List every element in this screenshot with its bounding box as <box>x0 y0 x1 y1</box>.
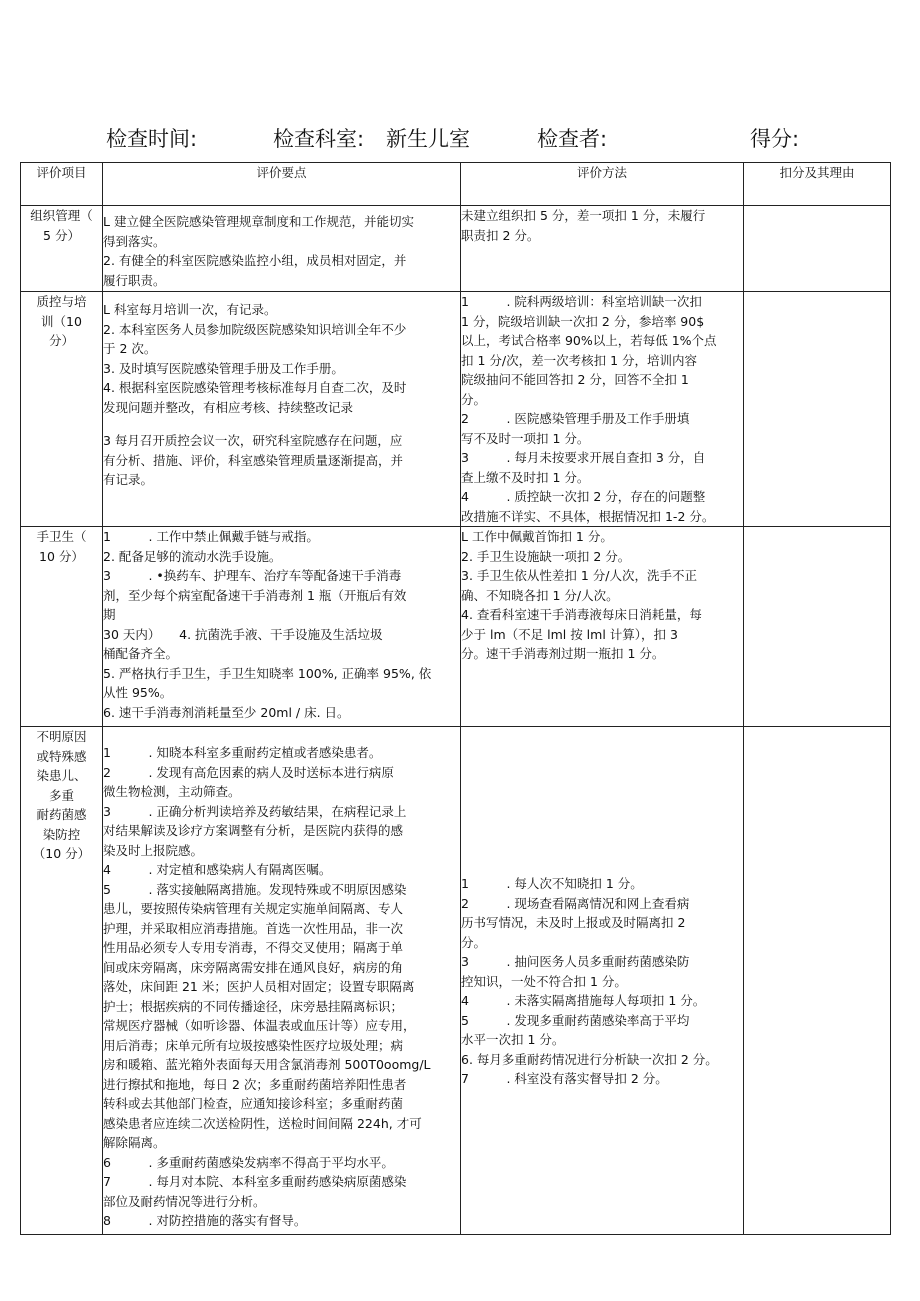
row-item-hand-hygiene: 手卫生（ 10 分） <box>21 527 103 727</box>
row-points: 1 . 工作中禁止佩戴手链与戒指。 2. 配备足够的流动水洗手设施。 3 . •换药车、护理车、治疗车等配备速干手消毒 剂，至少每个病室配备速干手消毒剂 1 瓶（开瓶后有效 期 30 天内） 4. 抗菌洗手液、干手设施及生活垃圾 桶配备齐全。 5. 严格执行手卫生，手卫生知晓率 100%, 正确率 95%, 依 从性 95%。 6. 速干手消毒剂消耗量至少 20ml / 床. 日。 <box>103 527 461 727</box>
table-row <box>21 727 891 1235</box>
col-header-deduction: 扣分及其理由 <box>744 163 891 206</box>
row-points: L 建立健全医院感染管理规章制度和工作规范，并能切实 得到落实。 2. 有健全的科室医院感染监控小组，成员相对固定，并 履行职责。 <box>103 206 461 292</box>
row-points: 1 . 知晓本科室多重耐药定植或者感染患者。 2 . 发现有高危因素的病人及时送标本进行病原 微生物检测，主动筛查。 3 . 正确分析判读培养及药敏结果，在病程记录上 对结果解读及诊疗方案调整有分析，是医院内获得的感 染及时上报院感。 4 . 对定植和感染病人有隔离医嘱。 5 . 落实接触隔离措施。发现特殊或不明原因感染 患儿，要按照传染病管理有关规定实施单间隔离、专人 护理，并采取相应消毒措施。首选一次性用品，非一次 性用品必须专人专用专消毒，不得交叉使用；隔离于单 间或床旁隔离，床旁隔离需安排在通风良好，病房的角 落处，床间距 21 米；医护人员相对固定；设置专职隔离 护士；根据疾病的不同传播途径，床旁悬挂隔离标识； 常规医疗器械（如听诊器、体温表或血压计等）应专用， 用后消毒；床单元所有垃圾按感染性医疗垃圾处理；病 房和暖箱、蓝光箱外表面每天用含氯消毒剂 500T0oomg/L 进行擦拭和拖地，每日 2 次；多重耐药菌培养阳性患者 转科或去其他部门检查，应通知接诊科室；多重耐药菌 感染患者应连续二次送检阴性，送检时间间隔 224h, 才可 解除隔离。 6 . 多重耐药菌感染发病率不得高于平均水平。 7 . 每月对本院、本科室多重耐药感染病原菌感染 部位及耐药情况等进行分析。 8 . 对防控措施的落实有督导。 <box>103 727 461 1235</box>
table-row <box>21 206 891 292</box>
evaluation-table <box>20 162 891 1235</box>
table-header-row <box>21 163 891 206</box>
table-row <box>21 527 891 727</box>
row-methods: 1 . 院科两级培训：科室培训缺一次扣 1 分，院级培训缺一次扣 2 分，参培率 90$ 以上，考试合格率 90%以上，若每低 1%个点 扣 1 分/次，差一次考核扣 1 分，培训内容 院级抽问不能回答扣 2 分，回答不全扣 1 分。 2 . 医院感染管理手册及工作手册填 写不及时一项扣 1 分。 3 . 每月未按要求开展自查扣 3 分，自 查上缴不及时扣 1 分。 4 . 质控缺一次扣 2 分，存在的问题整 改措施不详实、不具体，根据情况扣 1-2 分。 <box>461 292 744 527</box>
row-item-quality-training: 质控与培 训（10 分） <box>21 292 103 527</box>
form-header <box>0 123 920 157</box>
check-dept-label: 检查科室: <box>273 127 365 151</box>
row-deduction-cell <box>744 727 891 1235</box>
checker-label: 检查者: <box>537 127 608 151</box>
table-row <box>21 292 891 527</box>
check-time-label: 检查时间: <box>106 127 198 151</box>
row-deduction-cell <box>744 527 891 727</box>
row-deduction-cell <box>744 206 891 292</box>
row-points: L 科室每月培训一次，有记录。 2. 本科室医务人员参加院级医院感染知识培训全年不少 于 2 次。 3. 及时填写医院感染管理手册及工作手册。 4. 根据科室医院感染管理考核标准每月自查二次，及时 发现问题并整改，有相应考核、持续整改记录 3 每月召开质控会议一次，研究科室院感存在问题，应 有分析、措施、评价，科室感染管理质量逐渐提高，并 有记录。 <box>103 292 461 527</box>
row-deduction-cell <box>744 292 891 527</box>
row-methods: L 工作中佩戴首饰扣 1 分。 2. 手卫生设施缺一项扣 2 分。 3. 手卫生依从性差扣 1 分/人次，洗手不正 确、不知晓各扣 1 分/人次。 4. 查看科室速干手消毒液每床日消耗量，每 少于 lm（不足 lml 按 lml 计算），扣 3 分。速干手消毒剂过期一瓶扣 1 分。 <box>461 527 744 727</box>
check-dept-value: 新生儿室 <box>386 127 470 151</box>
row-item-organization: 组织管理（ 5 分） <box>21 206 103 292</box>
row-methods: 1 . 每人次不知晓扣 1 分。 2 . 现场查看隔离情况和网上查看病 历书写情况，未及时上报或及时隔离扣 2 分。 3 . 抽问医务人员多重耐药菌感染防 控知识，一处不符合扣 1 分。 4 . 未落实隔离措施每人每项扣 1 分。 5 . 发现多重耐药菌感染率高于平均 水平一次扣 1 分。 6. 每月多重耐药情况进行分析缺一次扣 2 分。 7 . 科室没有落实督导扣 2 分。 <box>461 727 744 1235</box>
col-header-points: 评价要点 <box>103 163 461 206</box>
row-methods: 未建立组织扣 5 分，差一项扣 1 分，未履行 职责扣 2 分。 <box>461 206 744 292</box>
col-header-methods: 评价方法 <box>461 163 744 206</box>
score-label: 得分: <box>750 127 800 151</box>
col-header-item: 评价项目 <box>21 163 103 206</box>
row-item-mdro-control: 不明原因 或特殊感 染患儿、 多重 耐药菌感 染防控 （10 分） <box>21 727 103 1235</box>
